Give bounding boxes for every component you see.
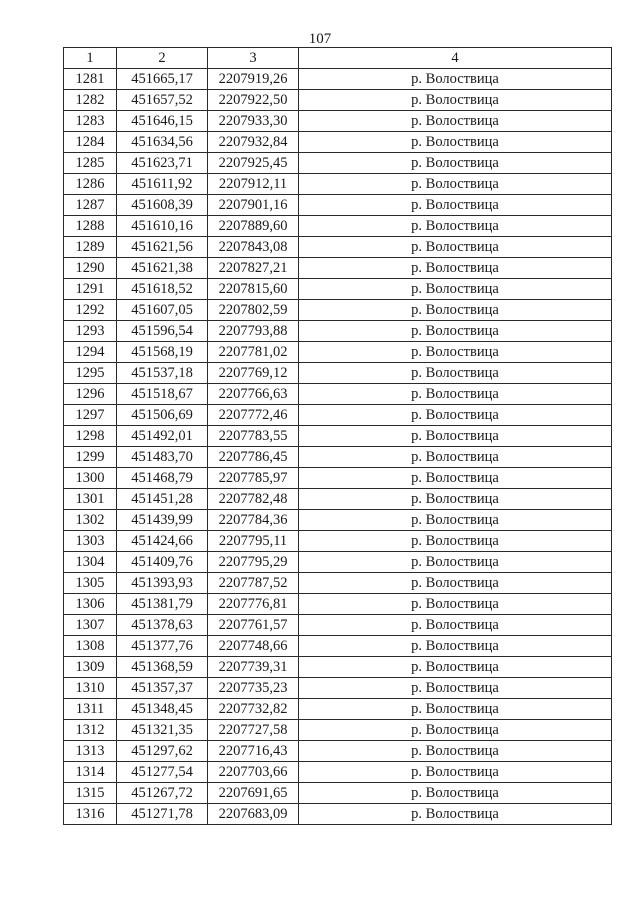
y-coordinate-cell: 2207784,36 <box>208 510 299 531</box>
x-coordinate-cell: 451409,76 <box>117 552 208 573</box>
y-coordinate-cell: 2207802,59 <box>208 300 299 321</box>
y-coordinate-cell: 2207683,09 <box>208 804 299 825</box>
x-coordinate-cell: 451634,56 <box>117 132 208 153</box>
location-cell: р. Волоствица <box>299 384 612 405</box>
location-cell: р. Волоствица <box>299 405 612 426</box>
point-number-cell: 1299 <box>64 447 117 468</box>
point-number-cell: 1289 <box>64 237 117 258</box>
location-cell: р. Волоствица <box>299 804 612 825</box>
point-number-cell: 1281 <box>64 69 117 90</box>
table-row <box>64 69 612 90</box>
table-row <box>64 552 612 573</box>
y-coordinate-cell: 2207739,31 <box>208 657 299 678</box>
location-cell: р. Волоствица <box>299 657 612 678</box>
table-row <box>64 174 612 195</box>
table-row <box>64 237 612 258</box>
x-coordinate-cell: 451424,66 <box>117 531 208 552</box>
point-number-cell: 1316 <box>64 804 117 825</box>
coordinates-table <box>63 47 612 825</box>
y-coordinate-cell: 2207716,43 <box>208 741 299 762</box>
table-row <box>64 132 612 153</box>
table-row <box>64 321 612 342</box>
location-cell: р. Волоствица <box>299 468 612 489</box>
point-number-cell: 1293 <box>64 321 117 342</box>
y-coordinate-cell: 2207843,08 <box>208 237 299 258</box>
table-row <box>64 279 612 300</box>
point-number-cell: 1296 <box>64 384 117 405</box>
point-number-cell: 1297 <box>64 405 117 426</box>
y-coordinate-cell: 2207786,45 <box>208 447 299 468</box>
location-cell: р. Волоствица <box>299 510 612 531</box>
x-coordinate-cell: 451608,39 <box>117 195 208 216</box>
x-coordinate-cell: 451368,59 <box>117 657 208 678</box>
y-coordinate-cell: 2207776,81 <box>208 594 299 615</box>
y-coordinate-cell: 2207769,12 <box>208 363 299 384</box>
x-coordinate-cell: 451297,62 <box>117 741 208 762</box>
x-coordinate-cell: 451623,71 <box>117 153 208 174</box>
point-number-cell: 1301 <box>64 489 117 510</box>
table-header <box>64 48 612 69</box>
location-cell: р. Волоствица <box>299 111 612 132</box>
y-coordinate-cell: 2207925,45 <box>208 153 299 174</box>
location-cell: р. Волоствица <box>299 489 612 510</box>
point-number-cell: 1285 <box>64 153 117 174</box>
table-row <box>64 258 612 279</box>
location-cell: р. Волоствица <box>299 132 612 153</box>
table-row <box>64 405 612 426</box>
y-coordinate-cell: 2207827,21 <box>208 258 299 279</box>
location-cell: р. Волоствица <box>299 741 612 762</box>
column-header-3: 3 <box>208 48 299 69</box>
location-cell: р. Волоствица <box>299 174 612 195</box>
location-cell: р. Волоствица <box>299 258 612 279</box>
x-coordinate-cell: 451607,05 <box>117 300 208 321</box>
y-coordinate-cell: 2207785,97 <box>208 468 299 489</box>
location-cell: р. Волоствица <box>299 195 612 216</box>
y-coordinate-cell: 2207901,16 <box>208 195 299 216</box>
y-coordinate-cell: 2207703,66 <box>208 762 299 783</box>
table-row <box>64 699 612 720</box>
table-row <box>64 384 612 405</box>
y-coordinate-cell: 2207761,57 <box>208 615 299 636</box>
y-coordinate-cell: 2207793,88 <box>208 321 299 342</box>
location-cell: р. Волоствица <box>299 678 612 699</box>
table-row <box>64 678 612 699</box>
y-coordinate-cell: 2207795,11 <box>208 531 299 552</box>
point-number-cell: 1290 <box>64 258 117 279</box>
table-row <box>64 342 612 363</box>
x-coordinate-cell: 451665,17 <box>117 69 208 90</box>
table-row <box>64 510 612 531</box>
x-coordinate-cell: 451378,63 <box>117 615 208 636</box>
x-coordinate-cell: 451621,38 <box>117 258 208 279</box>
y-coordinate-cell: 2207912,11 <box>208 174 299 195</box>
table-row <box>64 489 612 510</box>
page-number: 107 <box>308 31 332 47</box>
column-header-2: 2 <box>117 48 208 69</box>
column-header-4: 4 <box>299 48 612 69</box>
header-row <box>64 48 612 69</box>
y-coordinate-cell: 2207815,60 <box>208 279 299 300</box>
point-number-cell: 1312 <box>64 720 117 741</box>
table-row <box>64 594 612 615</box>
point-number-cell: 1311 <box>64 699 117 720</box>
table-row <box>64 762 612 783</box>
point-number-cell: 1295 <box>64 363 117 384</box>
y-coordinate-cell: 2207787,52 <box>208 573 299 594</box>
point-number-cell: 1313 <box>64 741 117 762</box>
location-cell: р. Волоствица <box>299 363 612 384</box>
table-row <box>64 111 612 132</box>
table-row <box>64 720 612 741</box>
location-cell: р. Волоствица <box>299 279 612 300</box>
point-number-cell: 1310 <box>64 678 117 699</box>
table-row <box>64 783 612 804</box>
location-cell: р. Волоствица <box>299 783 612 804</box>
point-number-cell: 1315 <box>64 783 117 804</box>
point-number-cell: 1286 <box>64 174 117 195</box>
table-row <box>64 153 612 174</box>
location-cell: р. Волоствица <box>299 636 612 657</box>
table-row <box>64 636 612 657</box>
x-coordinate-cell: 451321,35 <box>117 720 208 741</box>
x-coordinate-cell: 451381,79 <box>117 594 208 615</box>
location-cell: р. Волоствица <box>299 237 612 258</box>
table-body <box>64 69 612 825</box>
location-cell: р. Волоствица <box>299 90 612 111</box>
column-header-1: 1 <box>64 48 117 69</box>
point-number-cell: 1308 <box>64 636 117 657</box>
x-coordinate-cell: 451657,52 <box>117 90 208 111</box>
point-number-cell: 1306 <box>64 594 117 615</box>
x-coordinate-cell: 451357,37 <box>117 678 208 699</box>
location-cell: р. Волоствица <box>299 69 612 90</box>
table-row <box>64 657 612 678</box>
x-coordinate-cell: 451596,54 <box>117 321 208 342</box>
x-coordinate-cell: 451451,28 <box>117 489 208 510</box>
point-number-cell: 1288 <box>64 216 117 237</box>
y-coordinate-cell: 2207933,30 <box>208 111 299 132</box>
location-cell: р. Волоствица <box>299 153 612 174</box>
table-row <box>64 90 612 111</box>
point-number-cell: 1309 <box>64 657 117 678</box>
point-number-cell: 1291 <box>64 279 117 300</box>
x-coordinate-cell: 451518,67 <box>117 384 208 405</box>
x-coordinate-cell: 451468,79 <box>117 468 208 489</box>
y-coordinate-cell: 2207727,58 <box>208 720 299 741</box>
point-number-cell: 1298 <box>64 426 117 447</box>
location-cell: р. Волоствица <box>299 300 612 321</box>
y-coordinate-cell: 2207795,29 <box>208 552 299 573</box>
x-coordinate-cell: 451506,69 <box>117 405 208 426</box>
y-coordinate-cell: 2207732,82 <box>208 699 299 720</box>
y-coordinate-cell: 2207782,48 <box>208 489 299 510</box>
location-cell: р. Волоствица <box>299 573 612 594</box>
location-cell: р. Волоствица <box>299 762 612 783</box>
x-coordinate-cell: 451377,76 <box>117 636 208 657</box>
location-cell: р. Волоствица <box>299 720 612 741</box>
table-row <box>64 195 612 216</box>
table-row <box>64 447 612 468</box>
x-coordinate-cell: 451277,54 <box>117 762 208 783</box>
table-row <box>64 300 612 321</box>
y-coordinate-cell: 2207889,60 <box>208 216 299 237</box>
x-coordinate-cell: 451618,52 <box>117 279 208 300</box>
y-coordinate-cell: 2207781,02 <box>208 342 299 363</box>
x-coordinate-cell: 451646,15 <box>117 111 208 132</box>
location-cell: р. Волоствица <box>299 531 612 552</box>
x-coordinate-cell: 451610,16 <box>117 216 208 237</box>
x-coordinate-cell: 451483,70 <box>117 447 208 468</box>
point-number-cell: 1304 <box>64 552 117 573</box>
x-coordinate-cell: 451611,92 <box>117 174 208 195</box>
point-number-cell: 1287 <box>64 195 117 216</box>
x-coordinate-cell: 451271,78 <box>117 804 208 825</box>
y-coordinate-cell: 2207691,65 <box>208 783 299 804</box>
table-row <box>64 216 612 237</box>
location-cell: р. Волоствица <box>299 216 612 237</box>
x-coordinate-cell: 451439,99 <box>117 510 208 531</box>
point-number-cell: 1294 <box>64 342 117 363</box>
point-number-cell: 1302 <box>64 510 117 531</box>
table-row <box>64 426 612 447</box>
point-number-cell: 1307 <box>64 615 117 636</box>
x-coordinate-cell: 451537,18 <box>117 363 208 384</box>
y-coordinate-cell: 2207783,55 <box>208 426 299 447</box>
table-row <box>64 804 612 825</box>
table-row <box>64 573 612 594</box>
y-coordinate-cell: 2207735,23 <box>208 678 299 699</box>
x-coordinate-cell: 451568,19 <box>117 342 208 363</box>
x-coordinate-cell: 451267,72 <box>117 783 208 804</box>
location-cell: р. Волоствица <box>299 699 612 720</box>
location-cell: р. Волоствица <box>299 426 612 447</box>
y-coordinate-cell: 2207748,66 <box>208 636 299 657</box>
y-coordinate-cell: 2207919,26 <box>208 69 299 90</box>
x-coordinate-cell: 451621,56 <box>117 237 208 258</box>
table-row <box>64 363 612 384</box>
location-cell: р. Волоствица <box>299 342 612 363</box>
location-cell: р. Волоствица <box>299 552 612 573</box>
point-number-cell: 1284 <box>64 132 117 153</box>
x-coordinate-cell: 451348,45 <box>117 699 208 720</box>
y-coordinate-cell: 2207922,50 <box>208 90 299 111</box>
point-number-cell: 1303 <box>64 531 117 552</box>
x-coordinate-cell: 451393,93 <box>117 573 208 594</box>
y-coordinate-cell: 2207932,84 <box>208 132 299 153</box>
location-cell: р. Волоствица <box>299 594 612 615</box>
location-cell: р. Волоствица <box>299 615 612 636</box>
point-number-cell: 1282 <box>64 90 117 111</box>
location-cell: р. Волоствица <box>299 321 612 342</box>
table-row <box>64 615 612 636</box>
table-row <box>64 468 612 489</box>
point-number-cell: 1283 <box>64 111 117 132</box>
table-row <box>64 531 612 552</box>
table-row <box>64 741 612 762</box>
point-number-cell: 1314 <box>64 762 117 783</box>
point-number-cell: 1300 <box>64 468 117 489</box>
location-cell: р. Волоствица <box>299 447 612 468</box>
point-number-cell: 1292 <box>64 300 117 321</box>
x-coordinate-cell: 451492,01 <box>117 426 208 447</box>
y-coordinate-cell: 2207766,63 <box>208 384 299 405</box>
point-number-cell: 1305 <box>64 573 117 594</box>
y-coordinate-cell: 2207772,46 <box>208 405 299 426</box>
